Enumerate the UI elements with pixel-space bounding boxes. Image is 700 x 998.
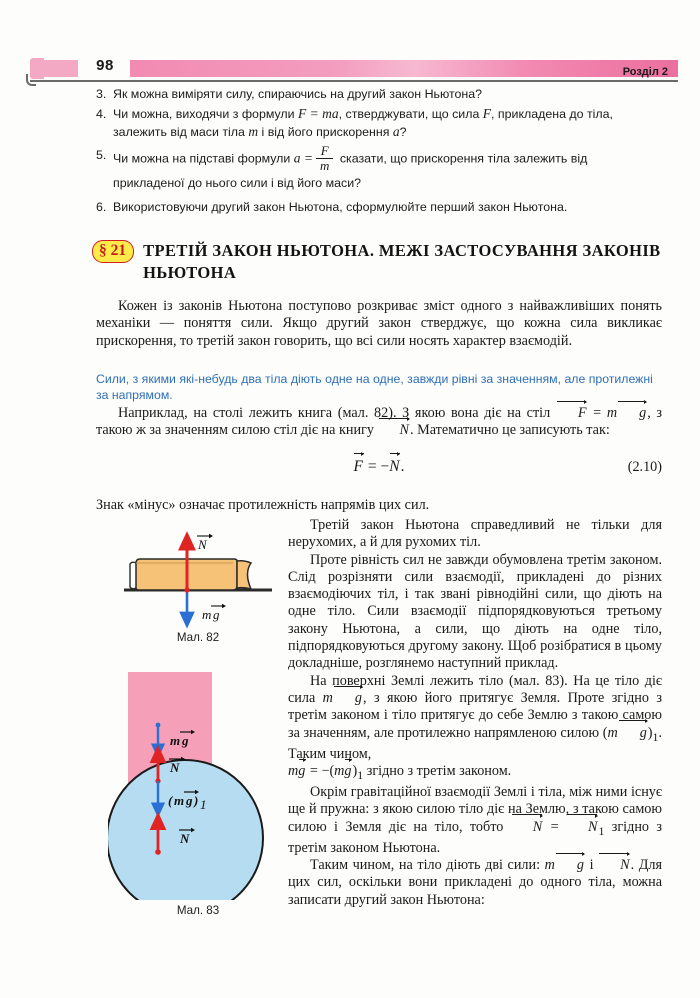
equation-operator: = −( xyxy=(306,762,335,779)
question-text: Використовуючи другий закон Ньютона, сформулюйте перший закон Ньютона. xyxy=(113,200,568,215)
question-text xyxy=(113,105,662,141)
subscript-1: 1 xyxy=(598,823,605,838)
figure-83-label-mg1-m: m xyxy=(174,793,185,808)
figure-83-label-N-bottom: N xyxy=(180,831,190,846)
right-text-part: . Для цих сил, оскільки вони прикладені до одного тіла, можна записати другий закон Ньютона: xyxy=(288,857,662,908)
right-text-part: Окрім гравітаційної взаємодії Землі і тіла, між ними існує ще й пружна: з якою силою тіло діє на Землю, з такою самою силою і Земля діє на тіло, тобто xyxy=(288,784,662,835)
review-questions-list xyxy=(96,85,662,218)
figure-83-label-mg1-g: g xyxy=(186,793,193,808)
right-paragraph-1: Третій закон Ньютона справедливий не тільки для нерухомих, а й для рухомих тіл. xyxy=(288,517,662,551)
page-number: 98 xyxy=(96,57,114,74)
figure-82-caption: Мал. 82 xyxy=(176,631,220,644)
subscript-1: 1 xyxy=(652,729,659,744)
right-paragraph-3 xyxy=(288,673,662,763)
formula-f-equals-ma: F = ma xyxy=(298,106,339,121)
question-number: 5. xyxy=(96,148,107,162)
figure-83-label-N-top: N xyxy=(170,760,180,775)
mg-application-point xyxy=(156,723,161,728)
minus-sign-note-block xyxy=(96,497,662,514)
variable-f: F xyxy=(482,106,492,121)
figure-83 xyxy=(108,668,288,926)
figure-83-label-mg-m: m xyxy=(170,733,181,748)
question-item-6 xyxy=(96,198,662,216)
figure-83-label-mg1-open: ( xyxy=(168,793,173,808)
example-text-part: , з такою ж за значенням силою стіл діє на книгу xyxy=(96,405,662,439)
right-text-part: згідно з третім законом. xyxy=(363,762,512,779)
right-text-part: , з якою його притягує Земля. Проте згідно з третім законом і тіло притягує до себе Землю з такою самою за значенням, але протилежно напрямленою силою ( xyxy=(288,689,662,741)
example-paragraph-block xyxy=(96,405,662,440)
intro-paragraph-block xyxy=(96,298,662,350)
equation-2-10 xyxy=(96,458,662,476)
header-band-main xyxy=(130,60,678,77)
question-text-part: і від його прискорення xyxy=(258,125,393,139)
question-text-part: , прикладена до тіла, залежить від маси тіла xyxy=(113,107,613,139)
vector-F: F xyxy=(353,458,363,475)
variable-m: m xyxy=(544,857,555,874)
example-text-part: Наприклад, на столі лежить книга (мал. 82). З якою вона діє на стіл xyxy=(118,405,556,421)
variable-m: m xyxy=(606,405,618,421)
right-paragraph-4-equation xyxy=(288,763,662,784)
question-item-3 xyxy=(96,85,662,103)
third-law-definition: Сили, з якими які-небудь два тіла діють одне на одне, завжди рівні за значенням, але протилежні за напрямом. xyxy=(96,372,653,402)
formula-a-equals: a = xyxy=(293,150,314,166)
figure-83-label-mg1-subscript: 1 xyxy=(200,797,207,812)
vector-N: N xyxy=(389,458,400,475)
equals-sign: = xyxy=(587,405,607,421)
figure-82-label-N: N xyxy=(198,537,207,552)
figure-82-label-m: m xyxy=(202,607,212,622)
section-title: ТРЕТІЙ ЗАКОН НЬЮТОНА. МЕЖІ ЗАСТОСУВАННЯ ЗАКОНІВ НЬЮТОНА xyxy=(143,241,661,282)
question-number: 4. xyxy=(96,107,107,121)
right-text-part: Таким чином, на тіло діють дві сили: xyxy=(310,857,545,874)
figure-82 xyxy=(110,527,286,651)
vector-g: g xyxy=(617,405,647,422)
example-paragraph xyxy=(96,405,662,440)
fraction-denominator: m xyxy=(316,158,333,173)
vector-g: g xyxy=(333,690,363,707)
minus-sign-note: Знак «мінус» означає протилежність напрямів цих сил. xyxy=(96,497,430,513)
figure-83-caption: Мал. 83 xyxy=(176,904,220,917)
header-section-label: Розділ 2 xyxy=(622,66,668,78)
right-paragraph-6 xyxy=(288,857,662,909)
N-application-point-bottom xyxy=(155,849,161,855)
question-item-5 xyxy=(96,145,662,193)
variable-m: m xyxy=(322,689,333,706)
right-column-text xyxy=(288,517,662,909)
question-text xyxy=(113,145,662,193)
vector-g: g xyxy=(344,762,352,779)
vector-g: g xyxy=(555,857,585,874)
subscript-1: 1 xyxy=(357,767,364,782)
equals-sign: = xyxy=(543,818,566,835)
question-text-part: Чи можна, виходячи з формули xyxy=(113,107,299,121)
question-text-part: ? xyxy=(399,125,407,139)
variable-a: a xyxy=(392,124,400,139)
question-text-part: сказати, що прискорення тіла залежить від прикладеної до нього сили і від його маси? xyxy=(113,151,588,191)
figure-83-label-mg1-close: ) xyxy=(194,793,199,808)
intro-paragraph: Кожен із законів Ньютона поступово розкриває зміст одного з найважливіших понять механіки — поняття сили. Якщо другий закон стверджує, що кожна сила викликає прискорення, то третій закон говорить, що всі сили носять характер взаємодій. xyxy=(96,298,662,349)
equation-period: . xyxy=(400,458,405,475)
figure-83-graphic xyxy=(108,668,288,900)
vector-N: N xyxy=(378,422,410,439)
question-text-part: Чи можна на підставі формули xyxy=(113,151,294,166)
book-spine-curl xyxy=(130,562,136,589)
equation-number: (2.10) xyxy=(627,459,662,475)
vector-F: F xyxy=(556,405,588,422)
force-application-point xyxy=(184,587,189,592)
section-heading xyxy=(92,240,662,284)
vector-g: g xyxy=(618,725,648,742)
question-number: 3. xyxy=(96,87,107,101)
book-page-edge xyxy=(237,561,251,589)
variable-m: m xyxy=(248,124,259,139)
fraction-numerator: F xyxy=(320,143,329,158)
right-text-part: і xyxy=(584,857,599,874)
figure-82-label-g: g xyxy=(213,607,220,622)
question-text-part: , стверджувати, що сила xyxy=(338,107,483,121)
fraction-f-over-m xyxy=(316,144,333,172)
label-mg-vector-head xyxy=(222,604,226,608)
section-number-badge: § 21 xyxy=(92,240,134,263)
variable-m: m xyxy=(334,762,345,779)
header-hook-decoration xyxy=(26,74,36,86)
right-text-part: На поверхні Землі лежить тіло (мал. 83). На це тіло діє сила xyxy=(288,672,662,706)
figure-82-graphic xyxy=(110,527,286,633)
question-item-4 xyxy=(96,105,662,141)
vector-N: N xyxy=(511,819,543,836)
variable-m: m xyxy=(288,762,299,779)
right-paragraph-5 xyxy=(288,784,662,857)
vector-N: N xyxy=(598,857,630,874)
label-N-vector-head xyxy=(209,534,213,539)
figure-83-label-mg-g: g xyxy=(182,733,189,748)
header-band-left xyxy=(30,60,78,77)
question-text: Як можна виміряти силу, спираючись на другий закон Ньютона? xyxy=(113,87,483,101)
vector-N1: N xyxy=(566,819,598,836)
example-text-part: . Математично це записують так: xyxy=(410,422,610,439)
right-paragraph-2: Проте рівність сил не завжди обумовлена третім законом. Слід розрізняти сили взаємодії, прикладені до різних взаємодіючих тіл, і так звані рівнодійні сили, що діють на одне тіло. Сили взаємодії підпорядковуються третьому закону Ньютона, а сили, що діють на одне тіло, підпорядковуються другому закону. Щоб розібратися в цьому докладніше, розглянемо наступний приклад. xyxy=(288,551,662,672)
question-number: 6. xyxy=(96,200,107,215)
equation-operator: = − xyxy=(364,458,390,475)
running-header xyxy=(30,56,678,80)
right-text-part: згідно з третім законом Ньютона. xyxy=(288,818,663,856)
header-rule xyxy=(30,80,678,82)
right-text-part: ) xyxy=(647,724,653,741)
vector-g: g xyxy=(298,762,306,779)
right-text-part: . Таким чином, xyxy=(288,724,662,762)
equation-paren: ) xyxy=(352,762,358,779)
variable-m: m xyxy=(607,724,618,741)
equation-2-10-row xyxy=(96,458,662,482)
